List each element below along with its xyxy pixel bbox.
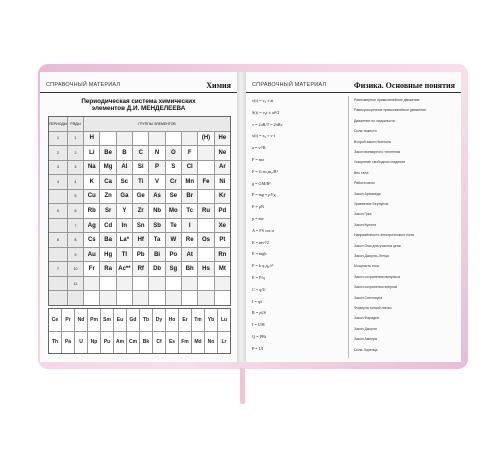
- actinide-cell: Am: [114, 332, 126, 354]
- element-cell: Ca: [100, 175, 115, 189]
- left-header-label: СПРАВОЧНЫЙ МАТЕРИАЛ: [46, 82, 121, 88]
- element-cell: Xe: [215, 219, 230, 233]
- element-cell: W: [166, 233, 181, 247]
- element-cell: [182, 277, 197, 291]
- element-cell: Cr: [166, 175, 181, 189]
- element-cell: [198, 277, 213, 291]
- lanthanide-cell: Gd: [127, 309, 139, 331]
- element-cell: [84, 291, 99, 305]
- element-cell: Hg: [100, 248, 115, 262]
- period-header: ПЕРИОДЫ: [49, 117, 67, 131]
- table-index-cell: 7: [68, 219, 83, 233]
- element-cell: Sc: [117, 175, 132, 189]
- element-cell: [117, 132, 132, 146]
- lanthanide-cell: Yb: [205, 309, 217, 331]
- table-index-cell: 4: [68, 175, 83, 189]
- table-index-cell: [49, 190, 67, 204]
- formula-line: F = k·q₁q₂/r²: [252, 263, 274, 269]
- element-cell: He: [215, 132, 230, 146]
- table-index-cell: 7: [49, 262, 67, 276]
- groups-header: ГРУППЫ ЭЛЕМЕНТОВ: [84, 117, 230, 131]
- formula-line: S(t) = v₀t ± at²/2: [252, 109, 280, 115]
- definition-line: Напряжённость электрического поля: [354, 233, 415, 238]
- lanthanide-cell: Tb: [140, 309, 152, 331]
- element-cell: Sb: [149, 219, 164, 233]
- element-cell: Mo: [166, 204, 181, 218]
- definition-line: Формула тонкой линзы: [354, 306, 392, 310]
- element-cell: [215, 291, 230, 305]
- element-cell: [100, 277, 115, 291]
- formula-line: v(t) = v₀ ± at: [252, 98, 274, 103]
- element-cell: [198, 291, 213, 305]
- actinide-cell: No: [205, 332, 217, 354]
- table-index-cell: 2: [68, 146, 83, 160]
- definition-line: Второй закон Ньютона: [354, 139, 391, 144]
- lanthanide-cell: Lu: [218, 309, 230, 331]
- lanthanide-cell: Sm: [101, 309, 113, 331]
- element-cell: Ba: [100, 233, 115, 247]
- actinide-cell: Cm: [127, 332, 139, 354]
- formula-line: C = q/U: [252, 286, 266, 292]
- formula-line: E = mv²/2: [252, 239, 269, 245]
- element-cell: Kr: [215, 190, 230, 204]
- left-page-header: [40, 78, 237, 93]
- actinide-cell: Pu: [101, 332, 113, 354]
- table-index-cell: 8: [68, 233, 83, 247]
- element-cell: Ag: [84, 219, 99, 233]
- table-index-cell: 6: [68, 204, 83, 218]
- lanthanide-cell: Dy: [153, 309, 165, 331]
- element-cell: [198, 248, 213, 262]
- definition-line: Закон Снеллиуса: [354, 295, 383, 300]
- element-cell: Y: [117, 204, 132, 218]
- lanthanides-actinides-table: [48, 308, 231, 354]
- formula-line: I = U/R: [252, 322, 265, 328]
- lanthanide-cell: Er: [179, 309, 191, 331]
- element-cell: [182, 132, 197, 146]
- book-spine-gutter: [237, 72, 246, 362]
- element-cell: [133, 291, 148, 305]
- element-cell: Li: [84, 146, 99, 160]
- element-cell: Sr: [100, 204, 115, 218]
- actinide-cell: Lr: [218, 332, 230, 354]
- lanthanide-cell: Ho: [166, 309, 178, 331]
- element-cell: Ru: [198, 204, 213, 218]
- element-cell: C: [133, 146, 148, 160]
- formula-line: p = mv: [252, 216, 264, 221]
- table-index-cell: 5: [49, 204, 67, 218]
- actinide-cell: Pa: [62, 332, 74, 354]
- table-index-cell: 9: [68, 248, 83, 262]
- table-index-cell: 1: [68, 132, 83, 146]
- element-cell: H: [84, 132, 99, 146]
- definition-line: Закон Гука: [354, 212, 372, 217]
- actinide-cell: Fm: [179, 332, 191, 354]
- definition-line: Движение по окружности: [354, 118, 395, 123]
- element-cell: [149, 277, 164, 291]
- element-cell: Rf: [133, 262, 148, 276]
- definition-line: Закон Кулона: [354, 222, 377, 227]
- element-cell: Fe: [198, 175, 213, 189]
- element-cell: [198, 161, 213, 175]
- element-cell: [198, 219, 213, 233]
- element-cell: [133, 132, 148, 146]
- table-index-cell: 5: [68, 190, 83, 204]
- table-index-cell: 11: [68, 277, 83, 291]
- definition-line: Уравнение Бернулли: [354, 202, 389, 206]
- element-cell: [149, 291, 164, 305]
- element-cell: O: [166, 146, 181, 160]
- left-header-title: Химия: [206, 80, 231, 90]
- definition-line: Вес тела: [354, 170, 369, 175]
- definition-line: Сила тяжести: [354, 129, 377, 134]
- element-cell: Sg: [166, 262, 181, 276]
- formula-line: Q = I²Rt: [252, 334, 267, 339]
- element-cell: Au: [84, 248, 99, 262]
- element-cell: Tl: [117, 248, 132, 262]
- element-cell: La*: [117, 233, 132, 247]
- element-cell: Rn: [215, 248, 230, 262]
- right-header-label: СПРАВОЧНЫЙ МАТЕРИАЛ: [252, 82, 327, 88]
- formula-line: F = G·m₁m₂/R²: [252, 168, 278, 174]
- table-index-cell: 10: [68, 262, 83, 276]
- element-cell: Rb: [84, 204, 99, 218]
- definition-line: Закон всемирного тяготения: [354, 150, 401, 154]
- element-cell: [149, 132, 164, 146]
- definition-line: Закон Ома для участка цепи: [354, 243, 401, 248]
- actinide-cell: U: [75, 332, 87, 354]
- element-cell: Zr: [133, 204, 148, 218]
- element-cell: S: [166, 161, 181, 175]
- element-cell: Ac**: [117, 262, 132, 276]
- element-cell: (H): [198, 132, 213, 146]
- element-cell: P: [149, 161, 164, 175]
- element-cell: In: [117, 219, 132, 233]
- row-header: РЯДЫ: [68, 117, 83, 131]
- element-cell: Zn: [100, 190, 115, 204]
- element-cell: Ne: [215, 146, 230, 160]
- lanthanide-cell: Pr: [62, 309, 74, 331]
- periodic-table-title: [40, 98, 237, 113]
- periodic-table: [48, 116, 231, 306]
- element-cell: [166, 132, 181, 146]
- element-cell: Db: [149, 262, 164, 276]
- formula-line: E = mgh: [252, 251, 267, 257]
- element-cell: Bh: [182, 262, 197, 276]
- left-page-chemistry: [40, 72, 237, 362]
- formula-line: I = q/t: [252, 298, 263, 304]
- ribbon-bookmark: [240, 368, 245, 404]
- formula-line: A = FS cos α: [252, 227, 274, 233]
- element-cell: N: [149, 146, 164, 160]
- table-index-cell: [49, 248, 67, 262]
- element-cell: [100, 132, 115, 146]
- table-index-cell: 1: [49, 132, 67, 146]
- definition-line: Закон сохранения энергии: [354, 285, 398, 290]
- element-cell: [117, 277, 132, 291]
- element-cell: Hs: [198, 262, 213, 276]
- element-cell: Te: [166, 219, 181, 233]
- element-cell: [166, 291, 181, 305]
- element-cell: Mt: [215, 262, 230, 276]
- element-cell: [166, 277, 181, 291]
- right-page-header: [246, 78, 461, 93]
- element-cell: Si: [133, 161, 148, 175]
- lanthanide-cell: Eu: [114, 309, 126, 331]
- definition-line: Закон Ампера: [354, 337, 377, 342]
- element-cell: Pt: [215, 233, 230, 247]
- definition-line: Работа силы: [354, 181, 375, 186]
- definition-line: Закон Джоуля–Ленца: [354, 254, 389, 258]
- table-index-cell: 6: [49, 233, 67, 247]
- table-index-cell: 2: [49, 146, 67, 160]
- element-cell: Nb: [149, 204, 164, 218]
- definition-line: Мощность тока: [354, 264, 379, 269]
- definition-line: Закон Джоуля: [354, 326, 377, 331]
- table-index-cell: 3: [49, 161, 67, 175]
- table-index-cell: 4: [49, 175, 67, 189]
- element-cell: Ti: [133, 175, 148, 189]
- element-cell: Tc: [182, 204, 197, 218]
- element-cell: Ar: [215, 161, 230, 175]
- actinide-cell: Cf: [153, 332, 165, 354]
- element-cell: Mn: [182, 175, 197, 189]
- element-cell: Br: [182, 190, 197, 204]
- definition-line: Равноускоренное прямолинейное движение: [354, 108, 427, 113]
- lanthanide-cell: Pm: [88, 309, 100, 331]
- element-cell: Ga: [117, 190, 132, 204]
- table-index-cell: 3: [68, 161, 83, 175]
- element-cell: [133, 277, 148, 291]
- table-index-cell: [49, 291, 67, 305]
- formula-line: v = 2πR/T = 2πRν: [252, 121, 283, 127]
- actinide-cell: Md: [192, 332, 204, 354]
- actinide-cell: Th: [49, 332, 61, 354]
- actinide-cell: Bk: [140, 332, 152, 354]
- element-cell: Hf: [133, 233, 148, 247]
- formula-line: F = μN: [252, 204, 265, 210]
- definition-line: Равномерное прямолинейное движение: [354, 98, 420, 102]
- formula-line: F = ma: [252, 157, 264, 162]
- right-header-title: Физика. Основные понятия: [353, 80, 455, 90]
- element-cell: V: [149, 175, 164, 189]
- actinide-cell: Np: [88, 332, 100, 354]
- element-cell: At: [182, 248, 197, 262]
- element-cell: As: [149, 190, 164, 204]
- element-cell: [215, 277, 230, 291]
- lanthanide-cell: Nd: [75, 309, 87, 331]
- element-cell: Bi: [149, 248, 164, 262]
- element-cell: Mg: [100, 161, 115, 175]
- definition-line: Ускорение свободного падения: [354, 160, 406, 165]
- element-cell: Se: [166, 190, 181, 204]
- element-cell: B: [117, 146, 132, 160]
- formula-line: P = UI: [252, 345, 264, 351]
- formula-line: x(t) = x₀ + v·t: [252, 133, 276, 139]
- formula-line: E = F/q: [252, 275, 265, 280]
- element-cell: Cd: [100, 219, 115, 233]
- element-cell: Al: [117, 161, 132, 175]
- right-page-physics: [246, 72, 461, 362]
- element-cell: [182, 291, 197, 305]
- element-cell: [84, 277, 99, 291]
- formula-line: P = mg = ρVg: [252, 192, 276, 198]
- element-cell: [117, 291, 132, 305]
- element-cell: Ra: [100, 262, 115, 276]
- element-cell: [198, 190, 213, 204]
- element-cell: Cu: [84, 190, 99, 204]
- formula-line: R = ρl/S: [252, 310, 266, 316]
- table-index-cell: [49, 277, 67, 291]
- element-cell: I: [182, 219, 197, 233]
- element-cell: Po: [166, 248, 181, 262]
- actinide-cell: Es: [166, 332, 178, 354]
- element-cell: F: [182, 146, 197, 160]
- element-cell: Pd: [215, 204, 230, 218]
- element-cell: Ge: [133, 190, 148, 204]
- element-cell: Re: [182, 233, 197, 247]
- definition-line: Закон Фарадея: [354, 316, 379, 321]
- element-cell: Cs: [84, 233, 99, 247]
- element-cell: Na: [84, 161, 99, 175]
- table-index-cell: [68, 291, 83, 305]
- element-cell: Sn: [133, 219, 148, 233]
- definition-line: Закон сохранения импульса: [354, 274, 400, 279]
- element-cell: Os: [198, 233, 213, 247]
- element-cell: [100, 291, 115, 305]
- element-cell: Fr: [84, 262, 99, 276]
- definition-line: Сила Лоренца: [354, 347, 378, 352]
- formula-line: g = GM/R²: [252, 180, 271, 186]
- formula-line: a = v²/R: [252, 145, 266, 151]
- element-cell: Ni: [215, 175, 230, 189]
- definition-line: Закон Архимеда: [354, 191, 381, 196]
- element-cell: Be: [100, 146, 115, 160]
- periodic-title-line2: элементов Д.И. МЕНДЕЛЕЕВА: [91, 105, 186, 113]
- element-cell: Pb: [133, 248, 148, 262]
- element-cell: Cl: [182, 161, 197, 175]
- table-index-cell: [49, 219, 67, 233]
- lanthanide-cell: Tm: [192, 309, 204, 331]
- element-cell: K: [84, 175, 99, 189]
- element-cell: [198, 146, 213, 160]
- periodic-title-line1: Периодическая система химических: [81, 98, 196, 105]
- element-cell: Ta: [149, 233, 164, 247]
- lanthanide-cell: Ce: [49, 309, 61, 331]
